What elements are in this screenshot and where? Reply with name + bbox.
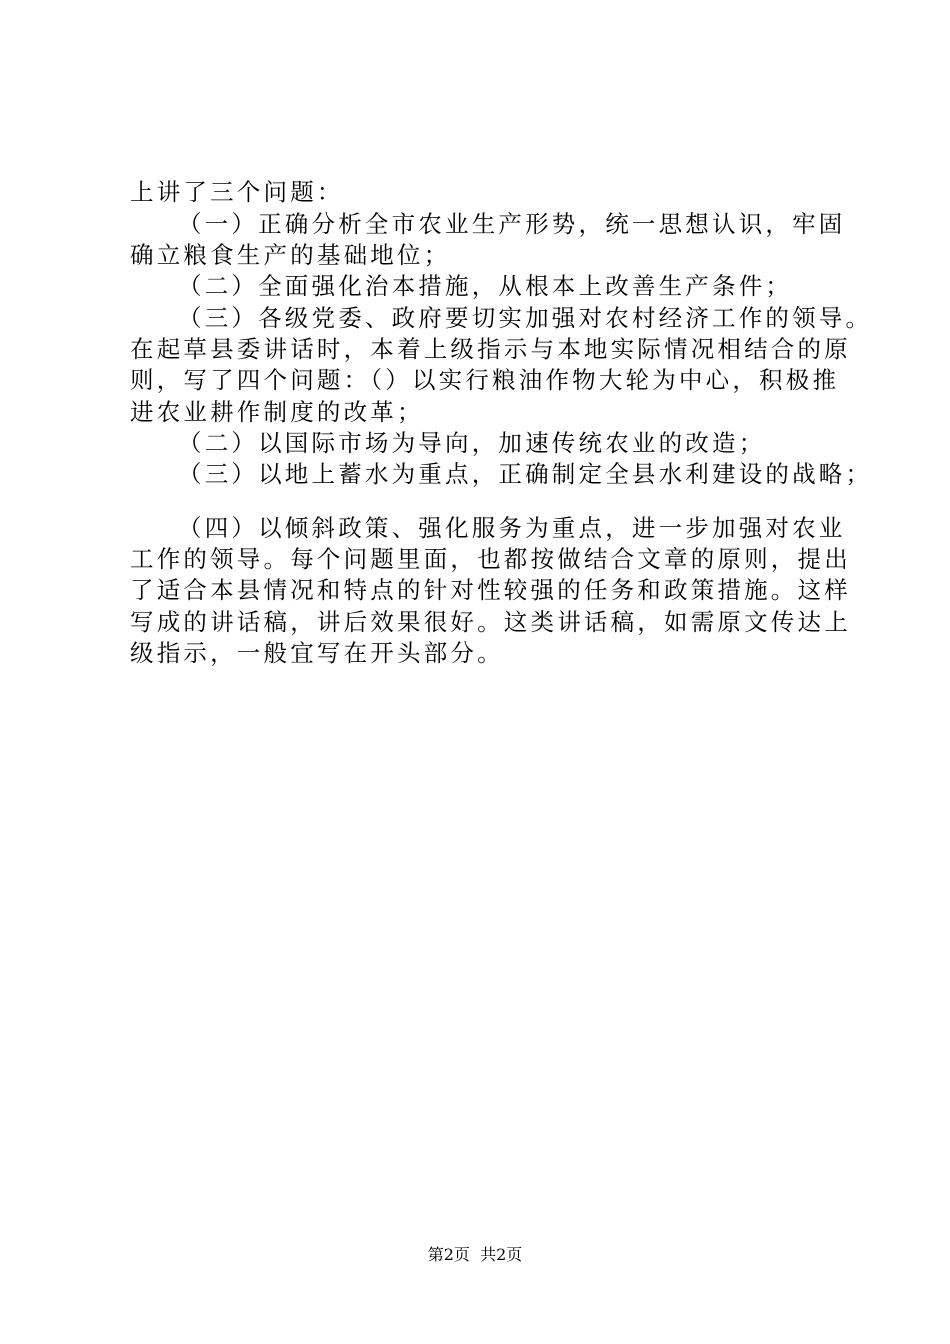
text-line: 确立粮食生产的基础地位； xyxy=(130,241,451,269)
text-line: （一）正确分析全市农业生产形势，统一思想认识，牢固 xyxy=(178,210,846,238)
text-line: 在起草县委讲话时，本着上级指示与本地实际情况相结合的原 xyxy=(130,335,851,363)
text-line: 写成的讲话稿，讲后效果很好。这类讲话稿，如需原文传达上 xyxy=(130,608,851,636)
text-line: （三）各级党委、政府要切实加强对农村经济工作的领导。 xyxy=(178,304,873,332)
text-line: （二）全面强化治本措施，从根本上改善生产条件； xyxy=(178,272,793,300)
text-line: 级指示，一般宜写在开头部分。 xyxy=(130,639,504,667)
page-footer xyxy=(0,1244,950,1266)
text-line: 则，写了四个问题：（）以实行粮油作物大轮为中心，积极推 xyxy=(130,366,840,394)
text-line: 进农业耕作制度的改革； xyxy=(130,398,424,426)
text-line: 工作的领导。每个问题里面，也都按做结合文章的原则，提出 xyxy=(130,545,851,573)
page-number: 第2页 共2页 xyxy=(427,1245,523,1264)
text-line: （四）以倾斜政策、强化服务为重点，进一步加强对农业 xyxy=(178,514,846,542)
text-line: （二）以国际市场为导向，加速传统农业的改造； xyxy=(178,429,766,457)
text-line: 上讲了三个问题： xyxy=(130,178,344,206)
text-line: （三）以地上蓄水为重点，正确制定全县水利建设的战略； xyxy=(178,460,873,488)
text-line: 了适合本县情况和特点的针对性较强的任务和政策措施。这样 xyxy=(130,576,851,604)
